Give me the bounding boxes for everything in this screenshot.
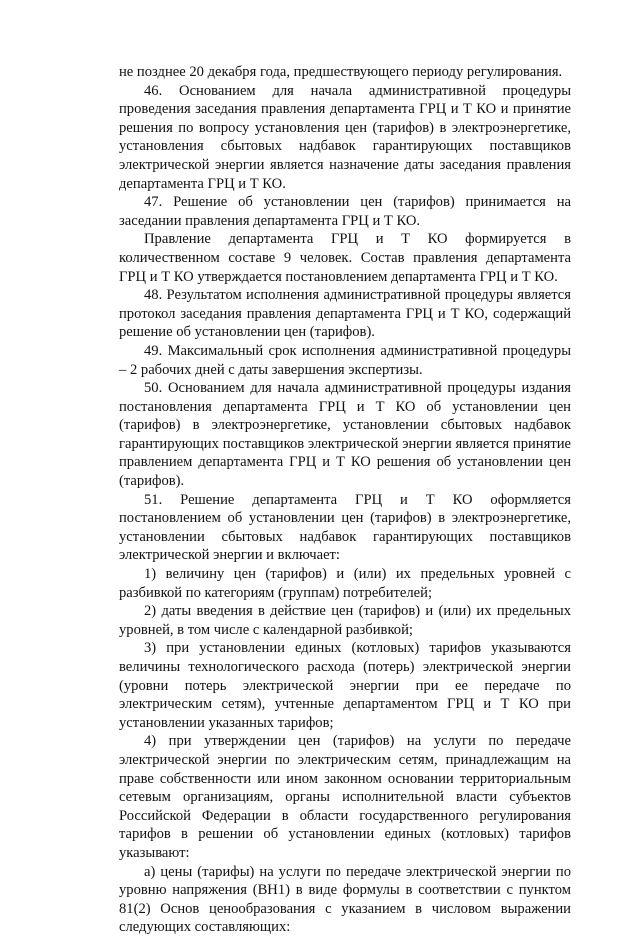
- list-item-2: 2) даты введения в действие цен (тарифов) и (или) их предельных уровней, в том числе с календарной разбивкой;: [119, 603, 571, 638]
- paragraph-49: 49. Максимальный срок исполнения административной процедуры – 2 рабочих дней с даты завершения экспертизы.: [119, 342, 571, 378]
- paragraph-51: 51. Решение департамента ГРЦ и Т КО оформляется постановлением об установлении цен (тарифов) в электроэнергетике, установлении сбытовых надбавок гарантирующих поставщиков электрической энергии и включает:: [119, 491, 571, 564]
- document-page: [119, 63, 571, 937]
- paragraph-48: 48. Результатом исполнения административной процедуры является протокол заседания правления департамента ГРЦ и Т КО, содержащий решение об установлении цен (тарифов).: [119, 287, 571, 341]
- list-item-1: 1) величину цен (тарифов) и (или) их предельных уровней с разбивкой по категориям (группам) потребителей;: [119, 566, 571, 601]
- list-item-3: 3) при установлении единых (котловых) тарифов указываются величины технологического расхода (потерь) электрической энергии (уровни потерь электрической энергии при ее передаче по электрическим сетям), учтенные департаментом ГРЦ и Т КО при установлении указанных тарифов;: [119, 640, 571, 731]
- paragraph-47: 47. Решение об установлении цен (тарифов) принимается на заседании правления департамента ГРЦ и Т КО.: [119, 194, 571, 229]
- list-item-4a: а) цены (тарифы) на услуги по передаче электрической энергии по уровню напряжения (ВН1) в виде формулы в соответствии с пунктом 81(2) Основ ценообразования с указанием в числовом выражении следующих составляющих:: [119, 863, 571, 936]
- paragraph-board-composition: Правление департамента ГРЦ и Т КО формируется в количественном составе 9 человек. Состав правления департамента ГРЦ и Т КО утверждается постановлением департамента ГРЦ и Т КО.: [119, 231, 571, 285]
- list-item-4: 4) при утверждении цен (тарифов) на услуги по передаче электрической энергии по электрическим сетям, принадлежащим на праве собственности или ином законном основании территориальным сетевым организациям, органы исполнительной власти субъектов Российской Федерации в области государственного регулирования тарифов в решении об установлении единых (котловых) тарифов указывают:: [119, 733, 571, 861]
- paragraph-continuation: не позднее 20 декабря года, предшествующего периоду регулирования.: [119, 64, 563, 80]
- paragraph-50: 50. Основанием для начала административной процедуры издания постановления департамента ГРЦ и Т КО об установлении цен (тарифов) в электроэнергетике, установлении сбытовых надбавок гарантирующих поставщиков электрической энергии является принятие правлением департамента ГРЦ и Т КО решения об установлении цен (тарифов).: [119, 380, 571, 490]
- paragraph-46: 46. Основанием для начала административной процедуры проведения заседания правления департамента ГРЦ и Т КО и принятие решения по вопросу установления цен (тарифов) в электроэнергетике, установления сбытовых надбавок гарантирующих поставщиков электрической энергии является назначение даты заседания правления департамента ГРЦ и Т КО.: [119, 82, 571, 192]
